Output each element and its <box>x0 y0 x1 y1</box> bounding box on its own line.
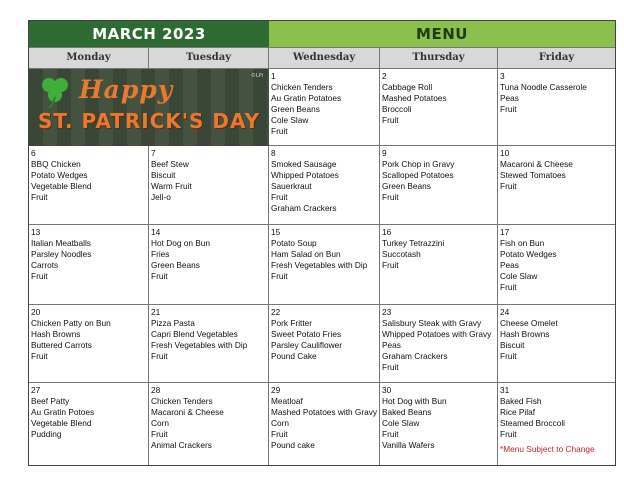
day-number: 6 <box>31 148 36 158</box>
menu-item: Parsley Cauliflower <box>271 340 343 350</box>
menu-item: Fresh Vegetables with Dip <box>151 340 248 350</box>
menu-item: Fruit <box>500 181 517 191</box>
menu-calendar <box>28 20 616 466</box>
menu-item: Fruit <box>500 282 517 292</box>
menu-item: Hash Browns <box>500 329 550 339</box>
menu-item: Fruit <box>271 126 288 136</box>
day-cell-wednesday <box>269 146 380 225</box>
menu-item: Hash Browns <box>31 329 81 339</box>
menu-item: Fruit <box>31 271 48 281</box>
day-cell-wednesday <box>269 69 380 146</box>
menu-item: Hot Dog on Bun <box>151 238 211 248</box>
menu-item: Baked Beans <box>382 407 432 417</box>
banner-credit: ©LPi <box>250 73 263 79</box>
menu-item: Cheese Omelet <box>500 318 558 328</box>
day-number: 21 <box>151 307 161 317</box>
menu-item: Jell-o <box>151 192 171 202</box>
day-cell-wednesday <box>269 225 380 305</box>
menu-item: Fish on Bun <box>500 238 545 248</box>
menu-item: Cole Slaw <box>271 115 309 125</box>
day-cell-wednesday <box>269 383 380 465</box>
menu-item: Mashed Potatoes with Gravy <box>271 407 378 417</box>
day-number: 10 <box>500 148 510 158</box>
menu-item: Animal Crackers <box>151 440 212 450</box>
weekday-monday: Monday <box>29 47 149 69</box>
menu-item: Ham Salad on Bun <box>271 249 341 259</box>
day-cell-tuesday <box>149 146 269 225</box>
menu-item: Fruit <box>31 192 48 202</box>
menu-item: Biscuit <box>151 170 176 180</box>
menu-item: Steamed Broccoli <box>500 418 566 428</box>
menu-item: Fruit <box>382 260 399 270</box>
menu-item: Buttered Carrots <box>31 340 92 350</box>
menu-item: Broccoli <box>382 104 412 114</box>
day-number: 17 <box>500 227 510 237</box>
day-number: 1 <box>271 71 276 81</box>
day-cell-thursday <box>380 225 498 305</box>
menu-item: Fruit <box>151 271 168 281</box>
day-cell-friday <box>498 225 615 305</box>
day-number: 20 <box>31 307 41 317</box>
menu-item: Chicken Tenders <box>151 396 213 406</box>
menu-item: Pizza Pasta <box>151 318 195 328</box>
menu-item: Stewed Tomatoes <box>500 170 566 180</box>
menu-item: Mashed Potatoes <box>382 93 447 103</box>
menu-item: Macaroni & Cheese <box>500 159 573 169</box>
day-cell-thursday <box>380 69 498 146</box>
menu-item: Biscuit <box>500 340 525 350</box>
day-number: 24 <box>500 307 510 317</box>
day-cell-monday <box>29 305 149 383</box>
menu-item: Hot Dog with Bun <box>382 396 447 406</box>
menu-item: Macaroni & Cheese <box>151 407 224 417</box>
menu-item: Cole Slaw <box>382 418 420 428</box>
day-number: 7 <box>151 148 156 158</box>
menu-item: Fruit <box>382 362 399 372</box>
menu-item: Chicken Tenders <box>271 82 333 92</box>
menu-item: Capri Blend Vegetables <box>151 329 238 339</box>
day-cell-monday <box>29 383 149 465</box>
menu-item: Green Beans <box>382 181 431 191</box>
menu-change-note: *Menu Subject to Change <box>500 444 595 454</box>
day-cell-thursday <box>380 305 498 383</box>
menu-item: Whipped Potatoes with Gravy <box>382 329 492 339</box>
day-cell-monday <box>29 225 149 305</box>
menu-item: Cabbage Roll <box>382 82 433 92</box>
banner-st-patricks-text: ST. PATRICK'S DAY <box>37 109 261 133</box>
menu-item: Potato Wedges <box>31 170 88 180</box>
day-number: 13 <box>31 227 41 237</box>
menu-item: Vegetable Blend <box>31 418 92 428</box>
day-number: 23 <box>382 307 392 317</box>
day-cell-tuesday <box>149 225 269 305</box>
menu-item: Fruit <box>151 351 168 361</box>
menu-item: Corn <box>271 418 289 428</box>
menu-item: Scalloped Potatoes <box>382 170 454 180</box>
menu-item: Beef Patty <box>31 396 70 406</box>
menu-item: Pound cake <box>271 440 315 450</box>
menu-item: Fruit <box>382 429 399 439</box>
menu-item: BBQ Chicken <box>31 159 81 169</box>
weekday-wednesday: Wednesday <box>269 47 380 69</box>
menu-item: Au Gratin Potoes <box>31 407 95 417</box>
day-number: 27 <box>31 385 41 395</box>
menu-item: Green Beans <box>151 260 200 270</box>
menu-item: Fruit <box>382 192 399 202</box>
menu-item: Fruit <box>151 429 168 439</box>
menu-item: Fruit <box>271 429 288 439</box>
menu-item: Rice Pilaf <box>500 407 536 417</box>
menu-item: Parsley Noodles <box>31 249 92 259</box>
menu-item: Tuna Noodle Casserole <box>500 82 587 92</box>
menu-title: MENU <box>269 21 615 47</box>
day-number: 28 <box>151 385 161 395</box>
day-number: 8 <box>271 148 276 158</box>
menu-item: Peas <box>500 93 519 103</box>
day-cell-monday <box>29 146 149 225</box>
menu-item: Peas <box>500 260 519 270</box>
menu-item: Pound Cake <box>271 351 317 361</box>
day-cell-friday <box>498 146 615 225</box>
menu-item: Graham Crackers <box>271 203 337 213</box>
menu-item: Fruit <box>31 351 48 361</box>
day-number: 29 <box>271 385 281 395</box>
day-number: 3 <box>500 71 505 81</box>
menu-item: Beef Stew <box>151 159 189 169</box>
menu-item: Sauerkraut <box>271 181 312 191</box>
menu-item: Fruit <box>271 271 288 281</box>
day-cell-friday <box>498 305 615 383</box>
day-number: 9 <box>382 148 387 158</box>
menu-item: Succotash <box>382 249 421 259</box>
day-cell-tuesday <box>149 383 269 465</box>
menu-item: Pork Fritter <box>271 318 313 328</box>
menu-item: Whipped Potatoes <box>271 170 339 180</box>
menu-item: Green Beans <box>271 104 320 114</box>
menu-item: Carrots <box>31 260 59 270</box>
day-cell-thursday <box>380 146 498 225</box>
day-number: 30 <box>382 385 392 395</box>
month-title: MARCH 2023 <box>29 21 269 47</box>
menu-item: Vegetable Blend <box>31 181 92 191</box>
banner-happy-text: Happy <box>79 75 174 104</box>
menu-item: Fruit <box>271 192 288 202</box>
day-number: 31 <box>500 385 510 395</box>
menu-item: Fries <box>151 249 170 259</box>
weekday-thursday: Thursday <box>380 47 498 69</box>
menu-item: Au Gratin Potatoes <box>271 93 342 103</box>
menu-item: Fresh Vegetables with Dip <box>271 260 368 270</box>
menu-item: Meatloaf <box>271 396 303 406</box>
day-number: 15 <box>271 227 281 237</box>
day-cell-friday <box>498 383 615 465</box>
menu-item: Fruit <box>382 115 399 125</box>
menu-item: Salisbury Steak with Gravy <box>382 318 482 328</box>
menu-item: Sweet Potato Fries <box>271 329 342 339</box>
menu-item: Graham Crackers <box>382 351 448 361</box>
menu-item: Corn <box>151 418 169 428</box>
menu-item: Peas <box>382 340 401 350</box>
weekday-header-row <box>29 47 615 69</box>
menu-item: Italian Meatballs <box>31 238 91 248</box>
menu-item: Chicken Patty on Bun <box>31 318 111 328</box>
day-cell-thursday <box>380 383 498 465</box>
menu-item: Fruit <box>500 351 517 361</box>
menu-item: Potato Wedges <box>500 249 557 259</box>
menu-item: Pork Chop in Gravy <box>382 159 455 169</box>
day-number: 22 <box>271 307 281 317</box>
menu-item: Vanilla Wafers <box>382 440 435 450</box>
day-cell-friday <box>498 69 615 146</box>
menu-item: Smoked Sausage <box>271 159 337 169</box>
menu-item: Turkey Tetrazzini <box>382 238 445 248</box>
st-patricks-banner <box>29 69 269 146</box>
day-cell-wednesday <box>269 305 380 383</box>
weekday-friday: Friday <box>498 47 615 69</box>
menu-item: Pudding <box>31 429 62 439</box>
menu-item: Fruit <box>500 429 517 439</box>
menu-item: Cole Slaw <box>500 271 538 281</box>
day-number: 16 <box>382 227 392 237</box>
day-cell-tuesday <box>149 305 269 383</box>
weekday-tuesday: Tuesday <box>149 47 269 69</box>
menu-item: Fruit <box>500 104 517 114</box>
menu-item: Potato Soup <box>271 238 317 248</box>
menu-item: Warm Fruit <box>151 181 192 191</box>
shamrock-icon <box>37 75 73 109</box>
day-number: 2 <box>382 71 387 81</box>
menu-item: Baked Fish <box>500 396 542 406</box>
day-number: 14 <box>151 227 161 237</box>
